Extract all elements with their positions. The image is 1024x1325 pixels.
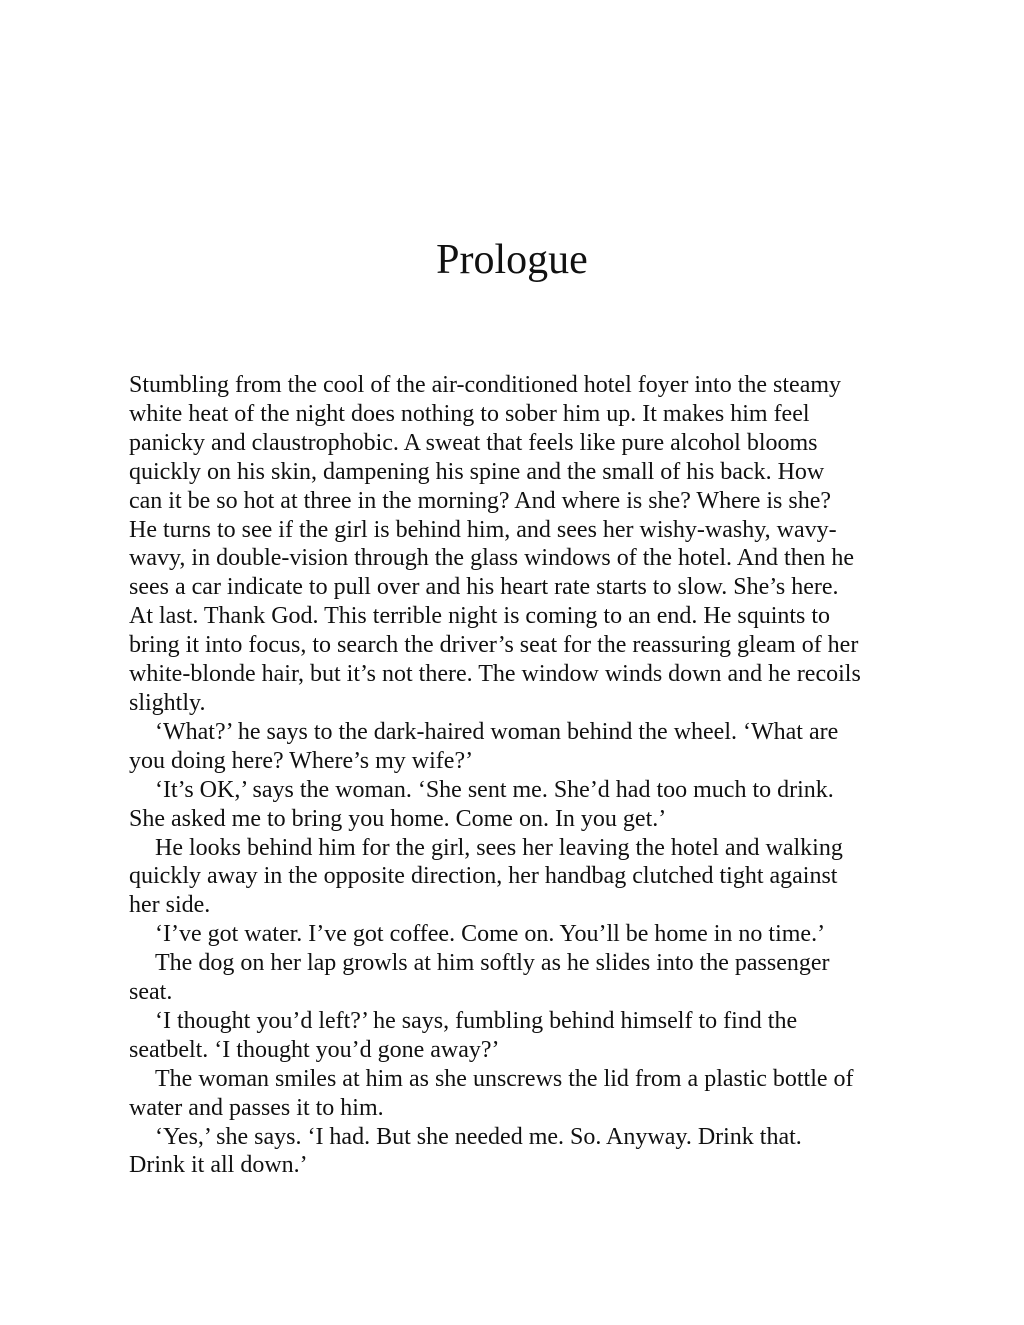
text-line: ‘It’s OK,’ says the woman. ‘She sent me. She’d had too much to drink. [155,776,834,803]
text-line: The woman smiles at him as she unscrews the lid from a plastic bottle of [155,1065,854,1092]
text-line: her side. [129,892,211,919]
text-line: ‘I thought you’d left?’ he says, fumbling behind himself to find the [155,1007,798,1034]
text-line: ‘Yes,’ she says. ‘I had. But she needed me. So. Anyway. Drink that. [155,1123,802,1150]
chapter-title: Prologue [436,237,588,283]
paragraph [129,1123,909,1181]
text-line: panicky and claustrophobic. A sweat that feels like pure alcohol blooms [129,429,818,456]
text-line: white heat of the night does nothing to sober him up. It makes him feel [129,400,810,427]
paragraph [129,1065,909,1123]
text-line: ‘What?’ he says to the dark-haired woman behind the wheel. ‘What are [155,718,839,745]
paragraph [129,949,909,1007]
text-line: seat. [129,979,173,1006]
text-line: The dog on her lap growls at him softly as he slides into the passenger [155,950,830,977]
text-line: can it be so hot at three in the morning? And where is she? Where is she? [129,487,832,514]
text-line: water and passes it to him. [129,1094,384,1121]
text-line: seatbelt. ‘I thought you’d gone away?’ [129,1036,500,1063]
paragraph [129,1007,909,1065]
chapter-body [129,371,909,1180]
paragraph [129,834,909,921]
text-line: Drink it all down.’ [129,1152,308,1179]
text-line: He turns to see if the girl is behind him, and sees her wishy-washy, wavy- [129,516,837,543]
text-line: wavy, in double-vision through the glass windows of the hotel. And then he [129,545,855,572]
paragraph [129,371,909,718]
paragraph [129,920,909,949]
text-line: bring it into focus, to search the driver’s seat for the reassuring gleam of her [129,632,859,659]
paragraph [129,776,909,834]
text-line: slightly. [129,689,206,716]
text-line: quickly on his skin, dampening his spine and the small of his back. How [129,458,825,485]
text-line: ‘I’ve got water. I’ve got coffee. Come on. You’ll be home in no time.’ [155,921,826,948]
paragraph [129,718,909,776]
text-line: you doing here? Where’s my wife?’ [129,747,474,774]
text-line: white-blonde hair, but it’s not there. The window winds down and he recoils [129,661,861,688]
text-line: sees a car indicate to pull over and his heart rate starts to slow. She’s here. [129,574,839,601]
text-line: She asked me to bring you home. Come on. In you get.’ [129,805,667,832]
text-line: Stumbling from the cool of the air-conditioned hotel foyer into the steamy [129,372,842,398]
text-line: At last. Thank God. This terrible night is coming to an end. He squints to [129,603,831,630]
text-line: quickly away in the opposite direction, her handbag clutched tight against [129,863,838,890]
text-line: He looks behind him for the girl, sees her leaving the hotel and walking [155,834,843,861]
